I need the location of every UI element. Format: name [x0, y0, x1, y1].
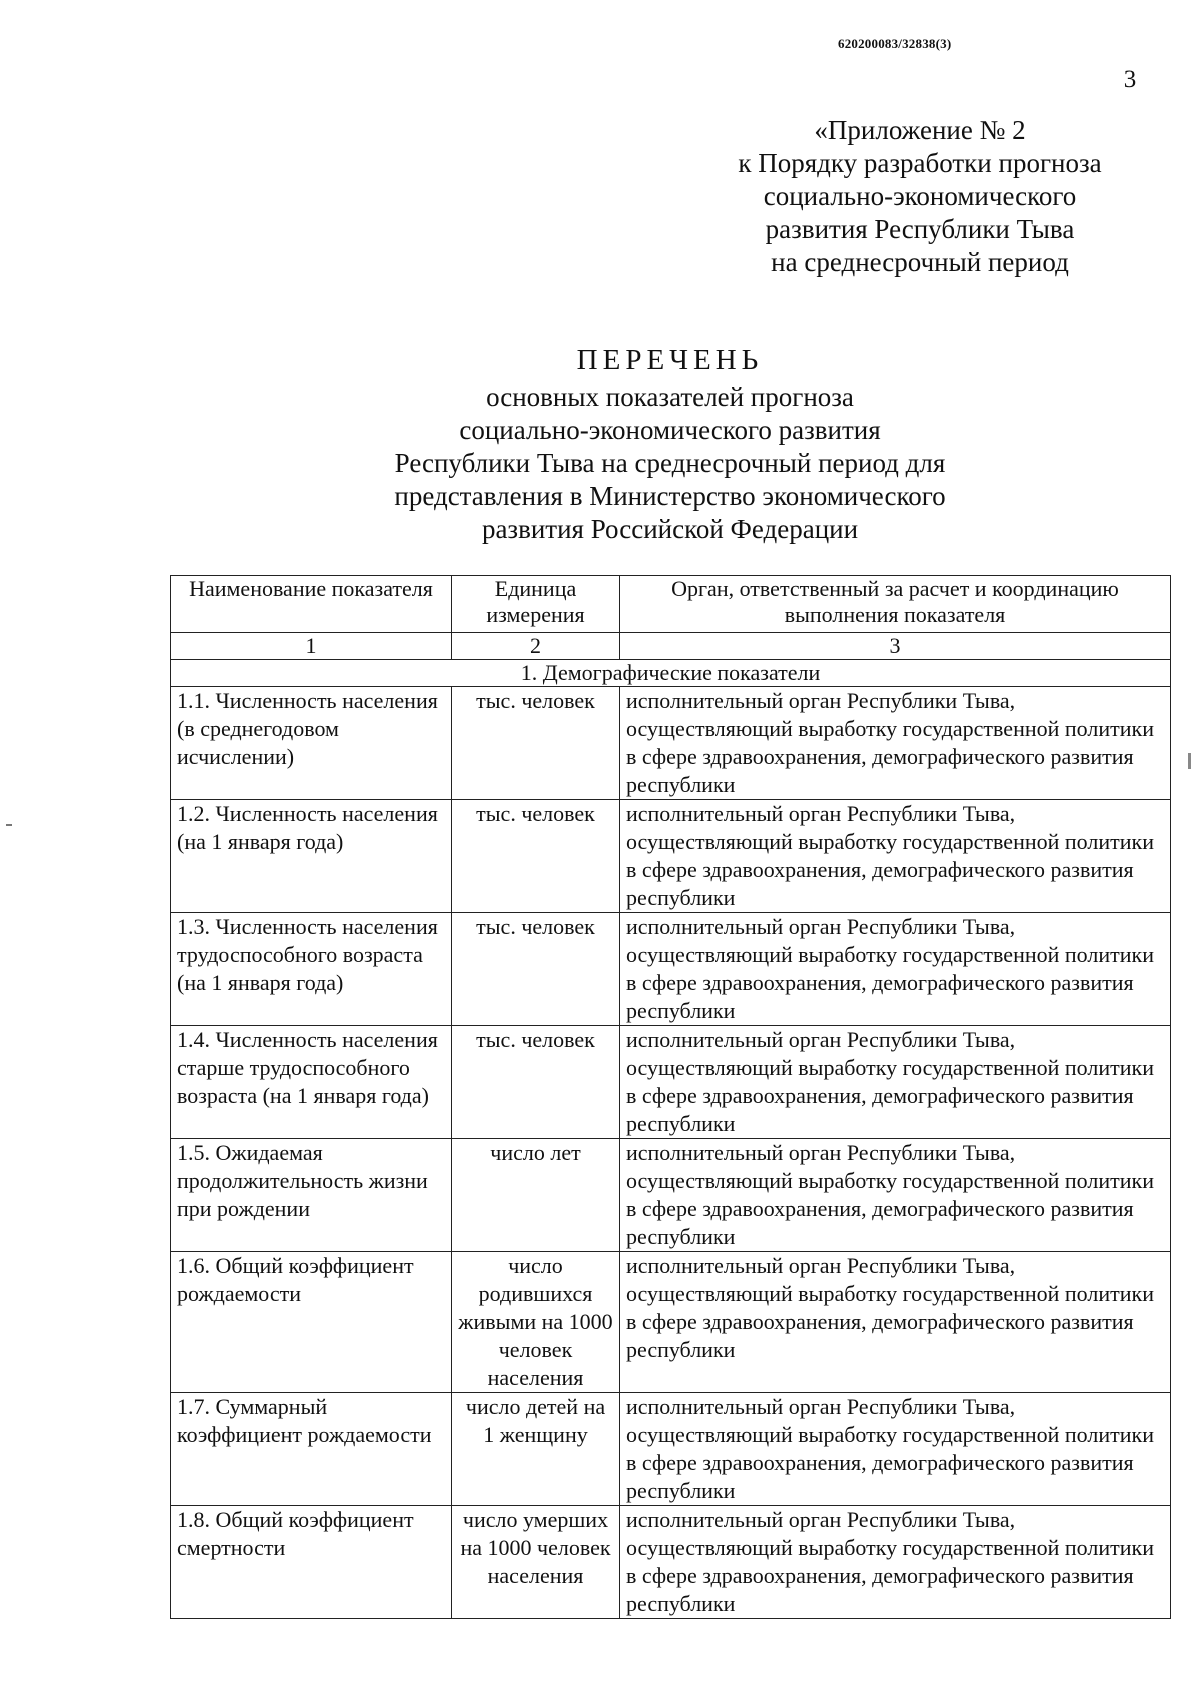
section-title: 1. Демографические показатели — [171, 660, 1171, 687]
indicator-name: 1.5. Ожидаемая продолжительность жизни при рождении — [171, 1139, 452, 1252]
scan-mark — [1188, 753, 1191, 769]
document-subtitle — [330, 381, 1010, 546]
table-row — [171, 687, 1171, 800]
indicator-name: 1.6. Общий коэффициент рождаемости — [171, 1252, 452, 1393]
indicator-name: 1.1. Численность населения (в среднегодовом исчислении) — [171, 687, 452, 800]
table-row — [171, 1506, 1171, 1619]
responsible-organ: исполнительный орган Республики Тыва, осуществляющий выработку государственной политики в сфере здравоохранения, демографического развития республики — [620, 913, 1171, 1026]
subtitle-line: Республики Тыва на среднесрочный период для — [394, 448, 946, 478]
column-number: 2 — [452, 633, 620, 660]
responsible-organ: исполнительный орган Республики Тыва, осуществляющий выработку государственной политики в сфере здравоохранения, демографического развития республики — [620, 687, 1171, 800]
indicator-name: 1.2. Численность населения (на 1 января года) — [171, 800, 452, 913]
indicator-unit: число родившихся живыми на 1000 человек населения — [452, 1252, 620, 1393]
appendix-line: на среднесрочный период — [771, 247, 1069, 277]
responsible-organ: исполнительный орган Республики Тыва, осуществляющий выработку государственной политики в сфере здравоохранения, демографического развития республики — [620, 1252, 1171, 1393]
column-number: 1 — [171, 633, 452, 660]
appendix-reference — [690, 114, 1150, 279]
subtitle-line: представления в Министерство экономического — [394, 481, 946, 511]
section-row — [171, 660, 1171, 687]
page-number: 3 — [1123, 66, 1137, 93]
header-organ: Орган, ответственный за расчет и координацию выполнения показателя — [620, 576, 1171, 633]
indicator-unit: тыс. человек — [452, 687, 620, 800]
table-row — [171, 1139, 1171, 1252]
column-number: 3 — [620, 633, 1171, 660]
document-id: 620200083/32838(3) — [838, 36, 952, 51]
subtitle-line: основных показателей прогноза — [486, 382, 854, 412]
responsible-organ: исполнительный орган Республики Тыва, осуществляющий выработку государственной политики в сфере здравоохранения, демографического развития республики — [620, 1026, 1171, 1139]
indicator-name: 1.3. Численность населения трудоспособного возраста (на 1 января года) — [171, 913, 452, 1026]
indicator-unit: тыс. человек — [452, 1026, 620, 1139]
header-name: Наименование показателя — [171, 576, 452, 633]
appendix-line: развития Республики Тыва — [765, 214, 1075, 244]
responsible-organ: исполнительный орган Республики Тыва, осуществляющий выработку государственной политики в сфере здравоохранения, демографического развития республики — [620, 1139, 1171, 1252]
subtitle-line: развития Российской Федерации — [481, 514, 859, 544]
table-row — [171, 1393, 1171, 1506]
indicators-table — [170, 575, 1171, 1619]
appendix-line: к Порядку разработки прогноза — [738, 148, 1102, 178]
table-row — [171, 1252, 1171, 1393]
indicator-name: 1.7. Суммарный коэффициент рождаемости — [171, 1393, 452, 1506]
table-row — [171, 800, 1171, 913]
table-row — [171, 1026, 1171, 1139]
appendix-line: «Приложение № 2 — [814, 115, 1026, 145]
indicator-name: 1.4. Численность населения старше трудоспособного возраста (на 1 января года) — [171, 1026, 452, 1139]
column-number-row — [171, 633, 1171, 660]
scan-mark — [6, 824, 12, 826]
table-row — [171, 913, 1171, 1026]
table-header-row — [171, 576, 1171, 633]
responsible-organ: исполнительный орган Республики Тыва, осуществляющий выработку государственной политики в сфере здравоохранения, демографического развития республики — [620, 1393, 1171, 1506]
responsible-organ: исполнительный орган Республики Тыва, осуществляющий выработку государственной политики в сфере здравоохранения, демографического развития республики — [620, 1506, 1171, 1619]
indicator-name: 1.8. Общий коэффициент смертности — [171, 1506, 452, 1619]
appendix-line: социально-экономического — [763, 181, 1077, 211]
header-unit: Единица измерения — [452, 576, 620, 633]
responsible-organ: исполнительный орган Республики Тыва, осуществляющий выработку государственной политики в сфере здравоохранения, демографического развития республики — [620, 800, 1171, 913]
indicator-unit: число лет — [452, 1139, 620, 1252]
indicator-unit: тыс. человек — [452, 800, 620, 913]
document-title: ПЕРЕЧЕНЬ — [576, 344, 764, 376]
subtitle-line: социально-экономического развития — [459, 415, 881, 445]
table-body — [171, 687, 1171, 1619]
indicator-unit: тыс. человек — [452, 913, 620, 1026]
indicator-unit: число умерших на 1000 человек населения — [452, 1506, 620, 1619]
indicator-unit: число детей на 1 женщину — [452, 1393, 620, 1506]
